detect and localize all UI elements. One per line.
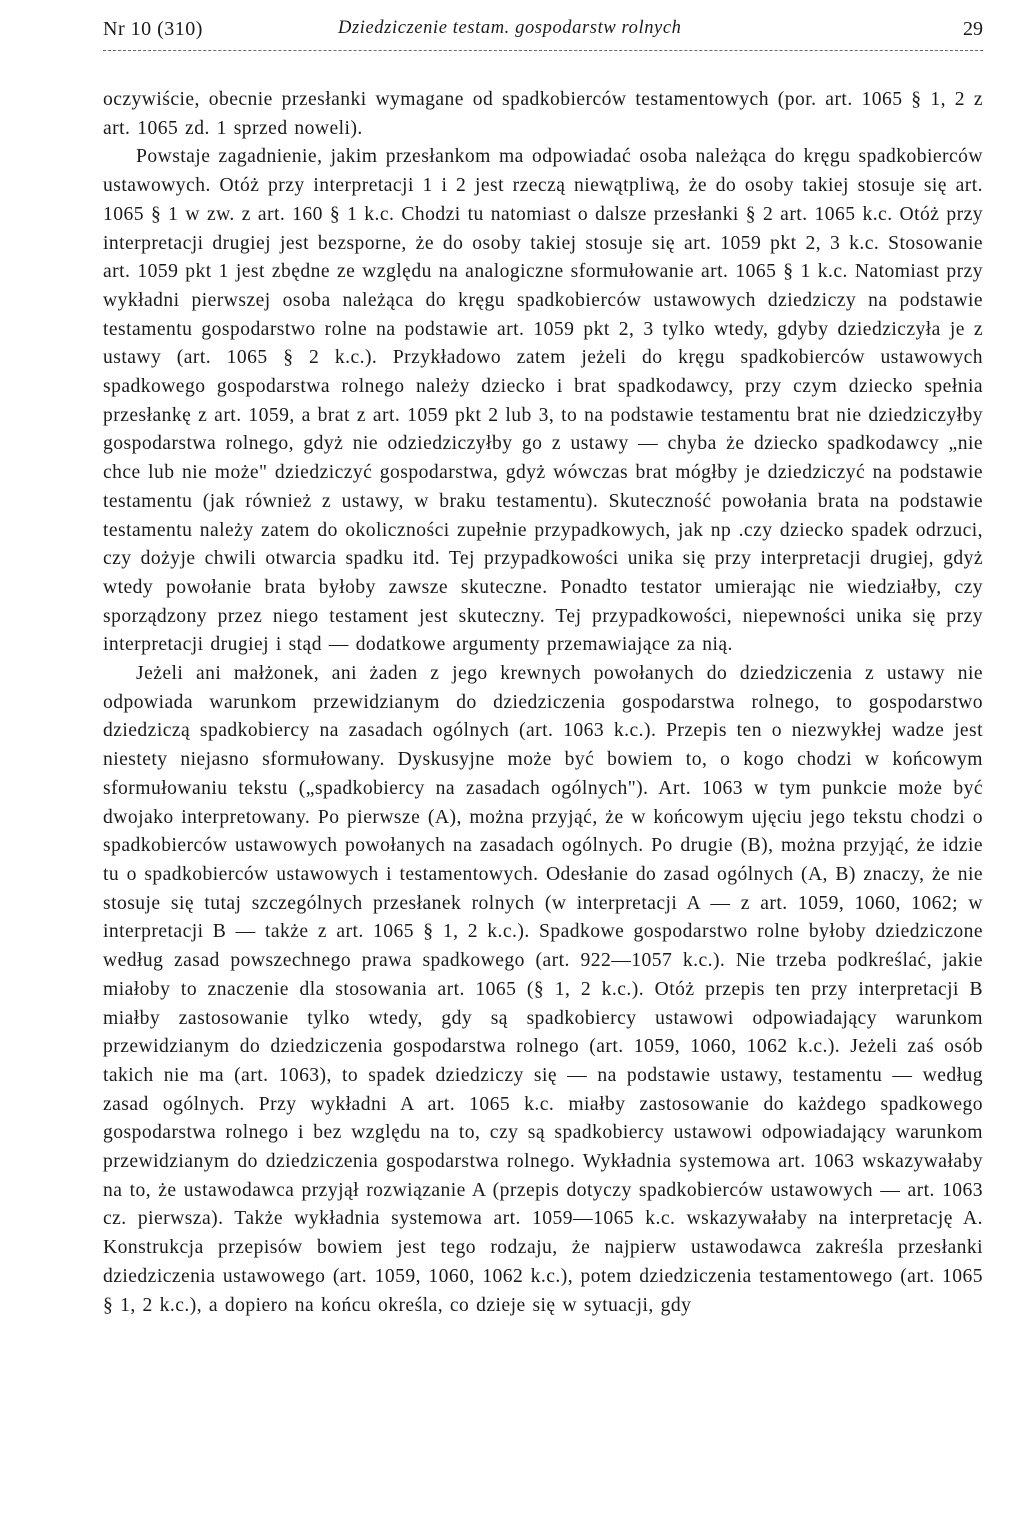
paragraph: Powstaje zagadnienie, jakim przesłankom ma odpowiadać osoba należąca do kręgu spadkobierców ustawowych. Otóż przy interpretacji 1 i 2 jest rzeczą niewątpliwą, że do osoby takiej stosuje się art. 1065 § 1 w zw. z art. 160 § 1 k.c. Chodzi tu natomiast o dalsze przesłanki § 2 art. 1065 k.c. Otóż przy interpretacji drugiej jest bezsporne, że do osoby takiej stosuje się art. 1059 pkt 2, 3 k.c. Stosowanie art. 1059 pkt 1 jest zbędne ze względu na analogiczne sformułowanie art. 1065 § 1 k.c. Natomiast przy wykładni pierwszej osoba należąca do kręgu spadkobierców ustawowych dziedziczy na podstawie testamentu gospodarstwo rolne na podstawie art. 1059 pkt 2, 3 tylko wtedy, gdyby dziedziczyła je z ustawy (art. 1065 § 2 k.c.). Przykładowo zatem jeżeli do kręgu spadkobierców ustawowych spadkowego gospodarstwa rolnego należy dziecko i brat spadkodawcy, przy czym dziecko spełnia przesłankę z art. 1059, a brat z art. 1059 pkt 2 lub 3, to na podstawie testamentu brat nie dziedziczyłby gospodarstwa rolnego, gdyż nie odziedziczyłby go z ustawy — chyba że dziecko spadkodawcy „nie chce lub nie może" dziedziczyć gospodarstwa, gdyż wówczas brat mógłby je dziedziczyć na podstawie testamentu (jak również z ustawy, w braku testamentu). Skuteczność powołania brata na podstawie testamentu należy zatem do okoliczności zupełnie przypadkowych, jak np .czy dziecko spadek odrzuci, czy dożyje chwili otwarcia spadku itd. Tej przypadkowości unika się przy interpretacji drugiej, gdyż wtedy powołanie brata byłoby zawsze skuteczne. Ponadto testator umierając nie wiedziałby, czy sporządzony przez niego testament jest skuteczny. Tej przypadkowości, niepewności unika się przy interpretacji drugiej i stąd — dodatkowe argumenty przemawiające za nią. <box>103 146 983 656</box>
running-header <box>103 18 983 48</box>
paragraph-continuation: oczywiście, obecnie przesłanki wymagane od spadkobierców testamentowych (por. art. 1065 § 1, 2 z art. 1065 zd. 1 sprzed noweli). <box>103 89 983 139</box>
paragraph: Jeżeli ani małżonek, ani żaden z jego krewnych powołanych do dziedziczenia z ustawy nie odpowiada warunkom przewidzianym do dziedziczenia gospodarstwa rolnego, to gospodarstwo dziedziczą spadkobiercy na zasadach ogólnych (art. 1063 k.c.). Przepis ten o niezwykłej wadze jest niestety niejasno sformułowany. Dyskusyjne może być bowiem to, o kogo chodzi w końcowym sformułowaniu tekstu („spadkobiercy na zasadach ogólnych"). Art. 1063 w tym punkcie może być dwojako interpretowany. Po pierwsze (A), można przyjąć, że w końcowym ujęciu jego tekstu chodzi o spadkobierców ustawowych powołanych na zasadach ogólnych. Po drugie (B), można przyjąć, że idzie tu o spadkobierców ustawowych i testamentowych. Odesłanie do zasad ogólnych (A, B) znaczy, że nie stosuje się tutaj szczególnych przesłanek rolnych (w interpretacji A — z art. 1059, 1060, 1062; w interpretacji B — także z art. 1065 § 1, 2 k.c.). Spadkowe gospodarstwo rolne byłoby dziedziczone według zasad powszechnego prawa spadkowego (art. 922—1057 k.c.). Nie trzeba podkreślać, jakie miałoby to znaczenie dla stosowania art. 1065 (§ 1, 2 k.c.). Otóż przepis ten przy interpretacji B miałby zastosowanie tylko wtedy, gdy są spadkobiercy ustawowi odpowiadający warunkom przewidzianym do dziedziczenia gospodarstwa rolnego (art. 1059, 1060, 1062 k.c.). Jeżeli zaś osób takich nie ma (art. 1063), to spadek dziedziczy się — na podstawie ustawy, testamentu — według zasad ogólnych. Przy wykładni A art. 1065 k.c. miałby zastosowanie do każdego spadkowego gospodarstwa rolnego i bez względu na to, czy są spadkobiercy ustawowi odpowiadający warunkom przewidzianym do dziedziczenia gospodarstwa rolnego. Wykładnia systemowa art. 1063 wskazywałaby na to, że ustawodawca przyjął rozwiązanie A (przepis dotyczy spadkobierców ustawowych — art. 1063 cz. pierwsza). Także wykładnia systemowa art. 1059—1065 k.c. wskazywałaby na interpretację A. Konstrukcja przepisów bowiem jest tego rodzaju, że najpierw ustawodawca zakreśla przesłanki dziedziczenia ustawowego (art. 1059, 1060, 1062 k.c.), potem dziedziczenia testamentowego (art. 1065 § 1, 2 k.c.), a dopiero na końcu określa, co dzieje się w sytuacji, gdy <box>103 663 983 1316</box>
running-title: Dziedziczenie testam. gospodarstw rolnych <box>338 18 682 38</box>
journal-issue-number: Nr 10 (310) <box>103 18 203 40</box>
page-number: 29 <box>963 18 983 40</box>
header-rule <box>103 50 983 51</box>
article-body <box>103 86 983 1320</box>
